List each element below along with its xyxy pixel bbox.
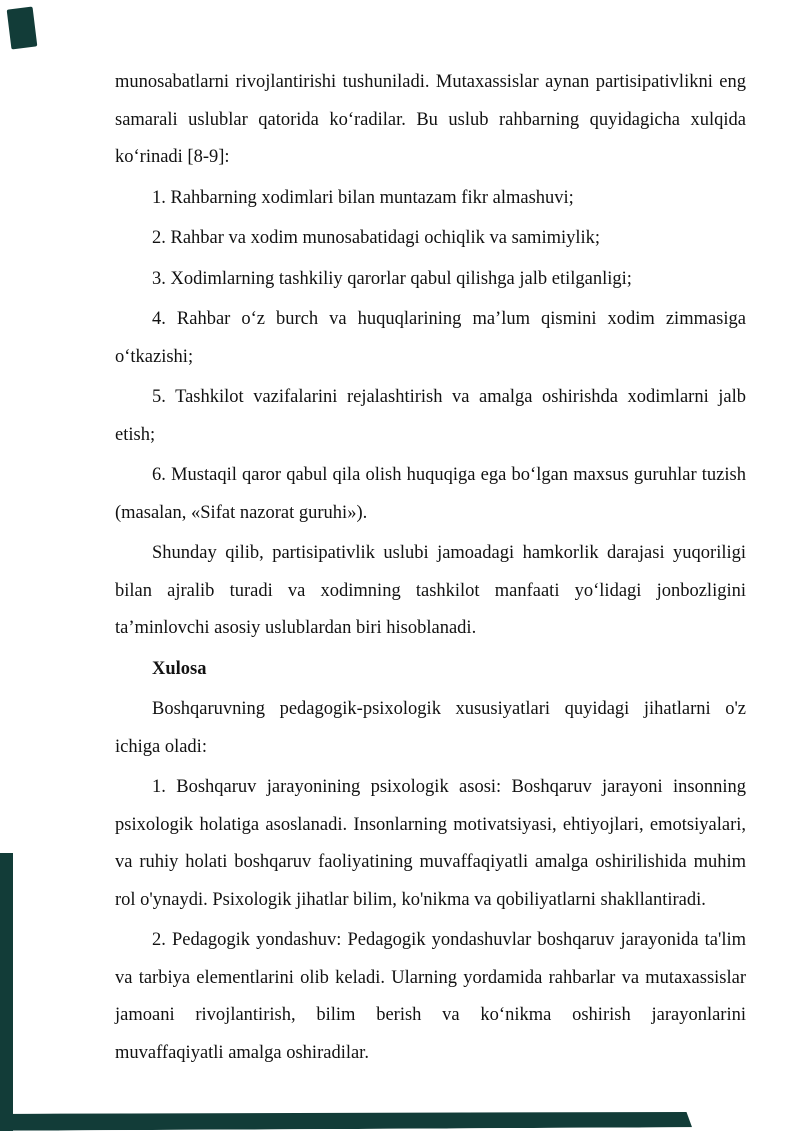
scan-artifact-top-left <box>7 7 38 50</box>
scan-artifact-left-edge <box>0 853 13 1131</box>
list-item-4: 4. Rahbar o‘z burch va huquqlarining ma’lum qismini xodim zimmasiga o‘tkazishi; <box>115 309 746 367</box>
list-item-2: 2. Rahbar va xodim munosabatidagi ochiqlik va samimiylik; <box>152 228 601 248</box>
paragraph-continuation: munosabatlarni rivojlantirishi tushuniladi. Mutaxassislar aynan partisipativlikni eng samarali uslublar qatorida ko‘radilar. Bu uslub rahbarning quyidagicha xulqida ko‘rinadi [8-9]: <box>115 72 746 167</box>
paragraph-summary-intro: Shunday qilib, partisipativlik uslubi jamoadagi hamkorlik darajasi yuqoriligi bilan ajralib turadi va xodimning tashkilot manfaati yo‘lidagi jonbozligini ta’minlovchi asosiy uslublardan biri hisoblanadi. <box>115 543 746 638</box>
section-heading-xulosa: Xulosa <box>152 658 207 679</box>
conclusion-item-2: 2. Pedagogik yondashuv: Pedagogik yondashuvlar boshqaruv jarayonida ta'lim va tarbiya elementlarini olib keladi. Ularning yordamida rahbarlar va mutaxassislar jamoani rivojlantirish, bilim berish va ko‘nikma oshirish jarayonlarini muvaffaqiyatli amalga oshiradilar. <box>115 930 746 1063</box>
conclusion-item-1: 1. Boshqaruv jarayonining psixologik asosi: Boshqaruv jarayoni insonning psixologik holatiga asoslanadi. Insonlarning motivatsiyasi, ehtiyojlari, emotsiyalari, va ruhiy holati boshqaruv faoliyatining muvaffaqiyatli amalga oshirilishida muhim rol o'ynaydi. Psixologik jihatlar bilim, ko'nikma va qobiliyatlarni shakllantiradi. <box>115 777 746 910</box>
list-item-3: 3. Xodimlarning tashkiliy qarorlar qabul qilishga jalb etilganligi; <box>152 268 632 289</box>
list-item-5: 5. Tashkilot vazifalarini rejalashtirish va amalga oshirishda xodimlarni jalb etish; <box>115 387 746 445</box>
scan-artifact-bottom-edge <box>8 1110 692 1131</box>
document-body <box>115 64 746 1075</box>
list-item-1: 1. Rahbarning xodimlari bilan muntazam fikr almashuvi; <box>152 187 574 208</box>
list-item-6: 6. Mustaqil qaror qabul qila olish huquqiga ega bo‘lgan maxsus guruhlar tuzish (masalan, «Sifat nazorat guruhi»). <box>115 465 746 523</box>
paragraph-xulosa-lead: Boshqaruvning pedagogik-psixologik xususiyatlari quyidagi jihatlarni o'z ichiga oladi: <box>115 699 746 757</box>
